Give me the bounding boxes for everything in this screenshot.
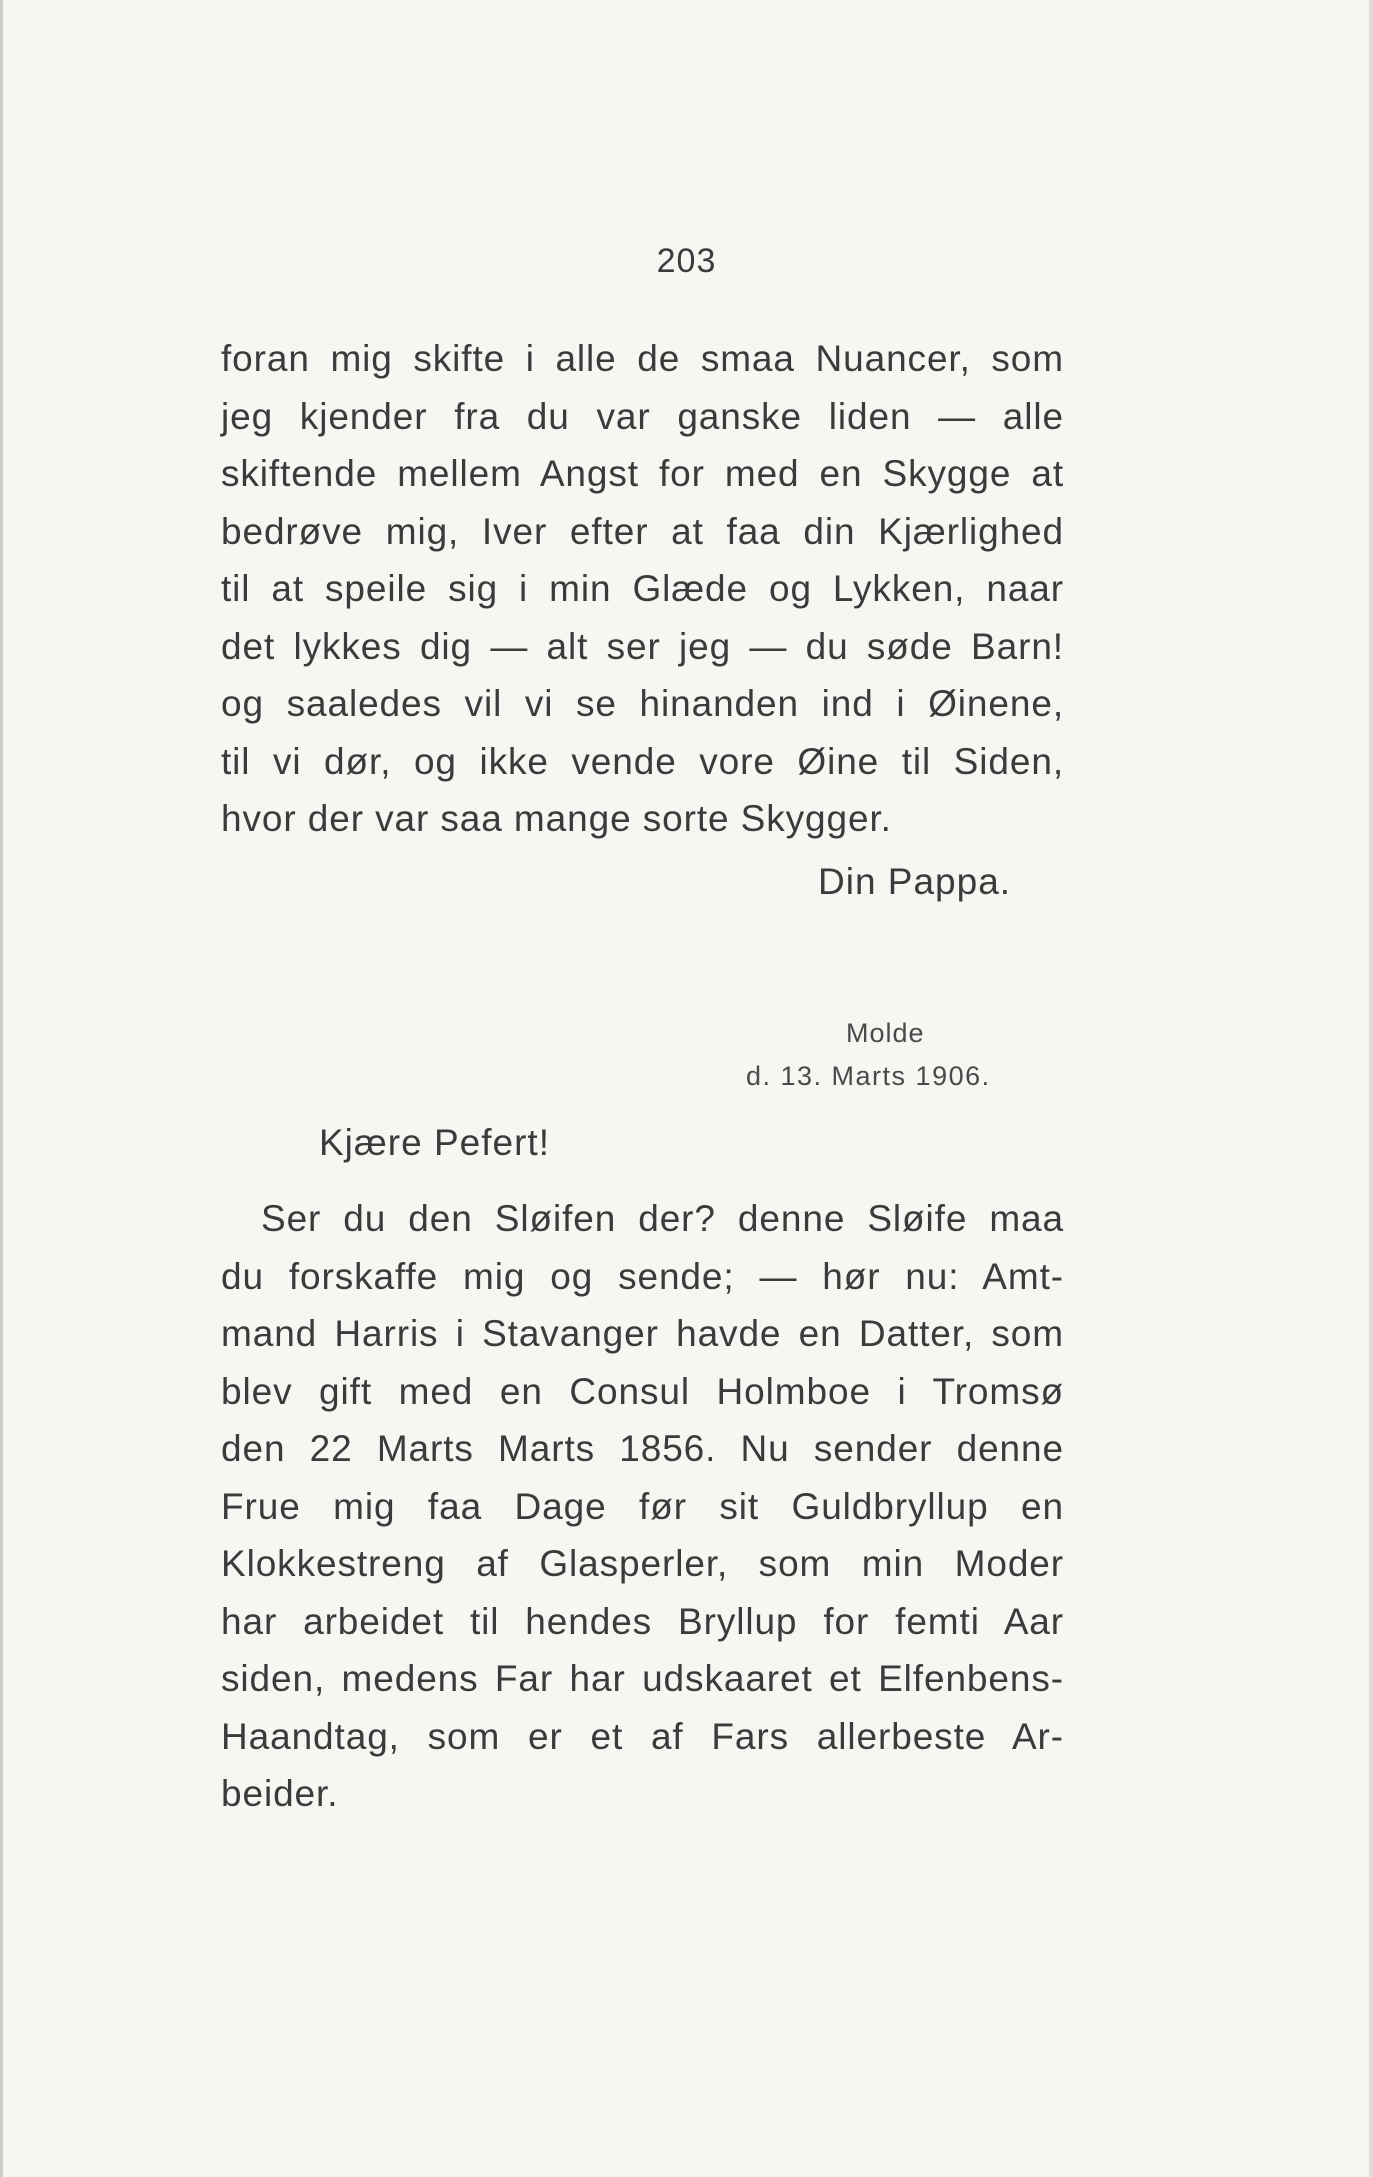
text-line: har arbeidet til hendes Bryllup for femti Aar [221,1600,1064,1642]
text-line: beider. [221,1773,339,1814]
text-line: foran mig skifte i alle de smaa Nuancer, som [221,338,1064,379]
letter-salutation: Kjære Pefert! [319,1122,550,1163]
text-line: blev gift med en Consul Holmboe i Tromsø [221,1370,1064,1412]
text-line: Ser du den Sløifen der? denne Sløife maa [261,1198,1064,1239]
text-line: bedrøve mig, Iver efter at faa din Kjærlighed [221,510,1064,552]
text-line: den 22 Marts Marts 1856. Nu sender denne [221,1428,1064,1469]
text-line: det lykkes dig — alt ser jeg — du søde Barn! [221,625,1064,667]
text-line: Frue mig faa Dage før sit Guldbryllup en [221,1485,1064,1527]
page-left-edge [0,0,3,2177]
text-line: Haandtag, som er et af Fars allerbeste Ar- [221,1715,1064,1757]
letter-date: d. 13. Marts 1906. [746,1061,991,1091]
text-line: siden, medens Far har udskaaret et Elfenbens- [221,1658,1064,1699]
text-line: til at speile sig i min Glæde og Lykken, naar [221,568,1064,609]
text-line: jeg kjender fra du var ganske liden — alle [221,395,1064,437]
text-line: du forskaffe mig og sende; — hør nu: Amt- [221,1255,1064,1297]
text-line: til vi dør, og ikke vende vore Øine til Siden, [221,740,1064,782]
text-line: og saaledes vil vi se hinanden ind i Øinene, [221,683,1064,724]
text-line: hvor der var saa mange sorte Skygger. [221,798,892,839]
paragraph-continuation [221,330,1064,848]
letter-place: Molde [846,1018,925,1048]
letter-body [221,1190,1064,1823]
text-line: Klokkestreng af Glasperler, som min Moder [221,1543,1064,1584]
letter-signature: Din Pappa. [818,861,1012,902]
text-line: mand Harris i Stavanger havde en Datter, som [221,1313,1064,1354]
page-number: 203 [656,242,717,280]
text-line: skiftende mellem Angst for med en Skygge at [221,453,1064,494]
page-right-edge [1369,0,1373,2177]
